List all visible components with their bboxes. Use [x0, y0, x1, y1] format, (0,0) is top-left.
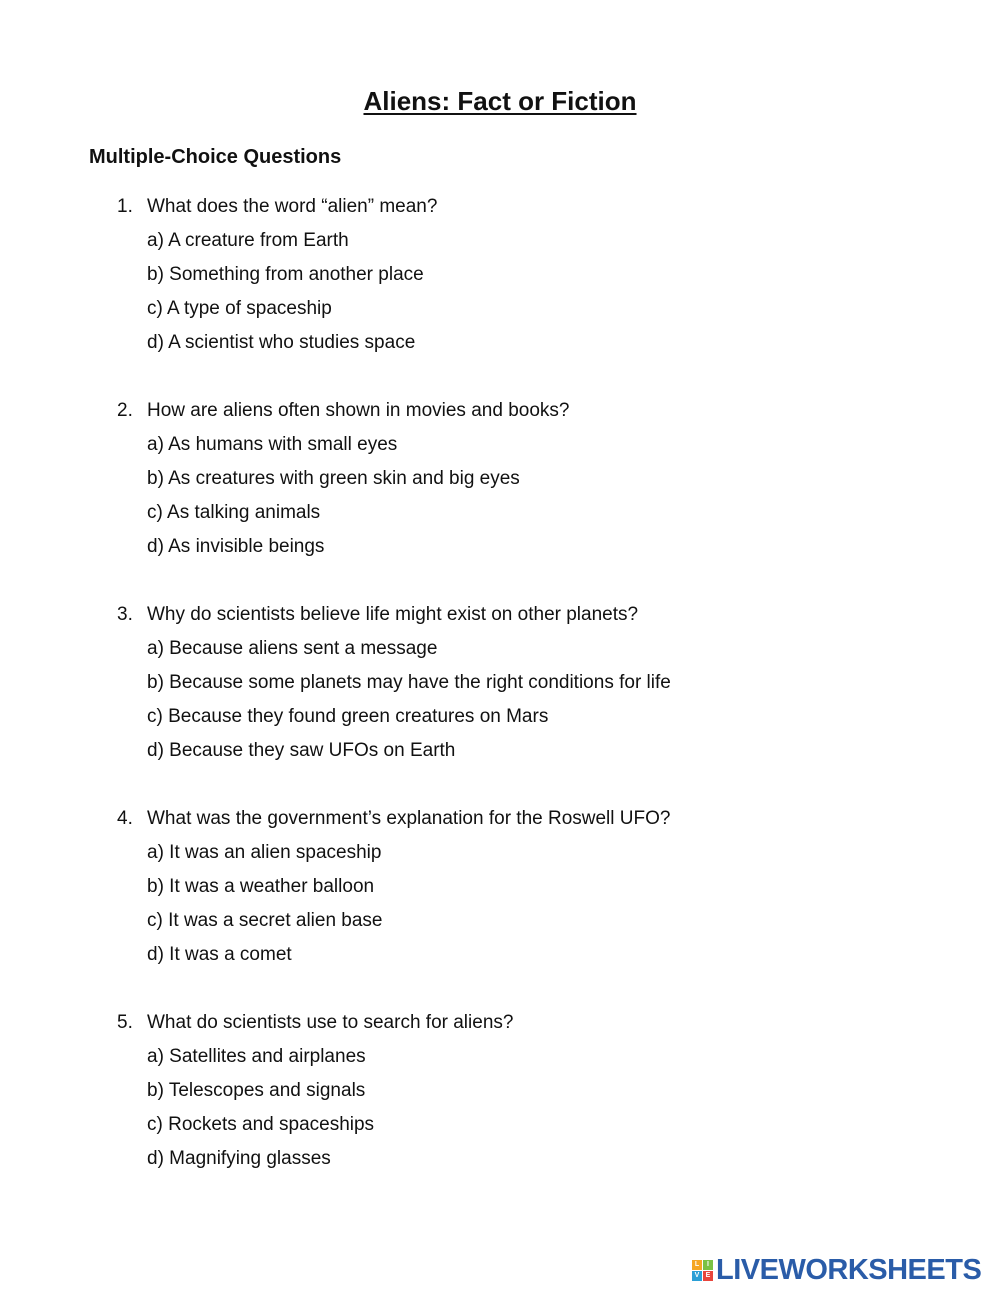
answer-option[interactable] [0, 836, 1000, 870]
question-number: 4. [117, 808, 133, 829]
question-text: What do scientists use to search for aliens? [147, 1012, 514, 1033]
page-title: Aliens: Fact or Fiction [363, 86, 637, 116]
answer-option-text: b) It was a weather balloon [147, 876, 375, 897]
answer-option[interactable] [0, 1040, 1000, 1074]
answer-option[interactable] [0, 938, 1000, 972]
answer-option-text: a) As humans with small eyes [147, 434, 398, 455]
answer-option[interactable] [0, 428, 1000, 462]
question-prompt [0, 598, 1000, 632]
answer-option[interactable] [0, 904, 1000, 938]
logo-mark-tile: E [703, 1271, 713, 1281]
answer-option-text: c) Rockets and spaceships [147, 1114, 375, 1135]
answer-option-text: d) As invisible beings [147, 536, 325, 557]
liveworksheets-logo [692, 1254, 981, 1286]
answer-option-text: d) Magnifying glasses [147, 1148, 331, 1169]
answer-option[interactable] [0, 496, 1000, 530]
answer-option-text: c) A type of spaceship [147, 298, 332, 319]
question-number: 1. [117, 196, 133, 217]
logo-mark-tile: L [692, 1260, 702, 1270]
question-text: Why do scientists believe life might exist on other planets? [147, 604, 639, 625]
answer-option-text: c) It was a secret alien base [147, 910, 383, 931]
answer-option-text: c) As talking animals [147, 502, 321, 523]
logo-mark-tile: I [703, 1260, 713, 1270]
answer-option[interactable] [0, 700, 1000, 734]
question-prompt [0, 802, 1000, 836]
answer-option[interactable] [0, 734, 1000, 768]
answer-option-text: d) It was a comet [147, 944, 292, 965]
question-prompt [0, 190, 1000, 224]
answer-option[interactable] [0, 258, 1000, 292]
answer-option[interactable] [0, 530, 1000, 564]
answer-option-text: a) It was an alien spaceship [147, 842, 382, 863]
answer-option[interactable] [0, 1142, 1000, 1176]
question-list [0, 190, 1000, 1210]
answer-option[interactable] [0, 292, 1000, 326]
logo-mark-tile: V [692, 1271, 702, 1281]
question-text: How are aliens often shown in movies and books? [147, 400, 570, 421]
answer-option-text: d) Because they saw UFOs on Earth [147, 740, 456, 761]
answer-option[interactable] [0, 224, 1000, 258]
answer-option-text: a) A creature from Earth [147, 230, 349, 251]
question-2 [0, 394, 1000, 564]
question-prompt [0, 1006, 1000, 1040]
question-1 [0, 190, 1000, 360]
answer-option[interactable] [0, 462, 1000, 496]
answer-option[interactable] [0, 1108, 1000, 1142]
question-prompt [0, 394, 1000, 428]
question-4 [0, 802, 1000, 972]
logo-text: LIVEWORKSHEETS [716, 1253, 982, 1286]
question-number: 5. [117, 1012, 133, 1033]
answer-option-text: a) Satellites and airplanes [147, 1046, 366, 1067]
answer-option[interactable] [0, 326, 1000, 360]
question-number: 3. [117, 604, 133, 625]
answer-option[interactable] [0, 632, 1000, 666]
answer-option-text: b) Something from another place [147, 264, 424, 285]
logo-mark-icon [692, 1260, 713, 1281]
answer-option-text: b) Because some planets may have the right conditions for life [147, 672, 671, 693]
answer-option-text: b) As creatures with green skin and big eyes [147, 468, 520, 489]
section-heading: Multiple-Choice Questions [89, 146, 342, 168]
question-3 [0, 598, 1000, 768]
answer-option-text: c) Because they found green creatures on Mars [147, 706, 549, 727]
question-number: 2. [117, 400, 133, 421]
question-text: What was the government’s explanation for the Roswell UFO? [147, 808, 671, 829]
answer-option[interactable] [0, 1074, 1000, 1108]
answer-option-text: a) Because aliens sent a message [147, 638, 438, 659]
answer-option[interactable] [0, 870, 1000, 904]
question-text: What does the word “alien” mean? [147, 196, 438, 217]
answer-option-text: d) A scientist who studies space [147, 332, 416, 353]
question-5 [0, 1006, 1000, 1176]
answer-option-text: b) Telescopes and signals [147, 1080, 366, 1101]
answer-option[interactable] [0, 666, 1000, 700]
